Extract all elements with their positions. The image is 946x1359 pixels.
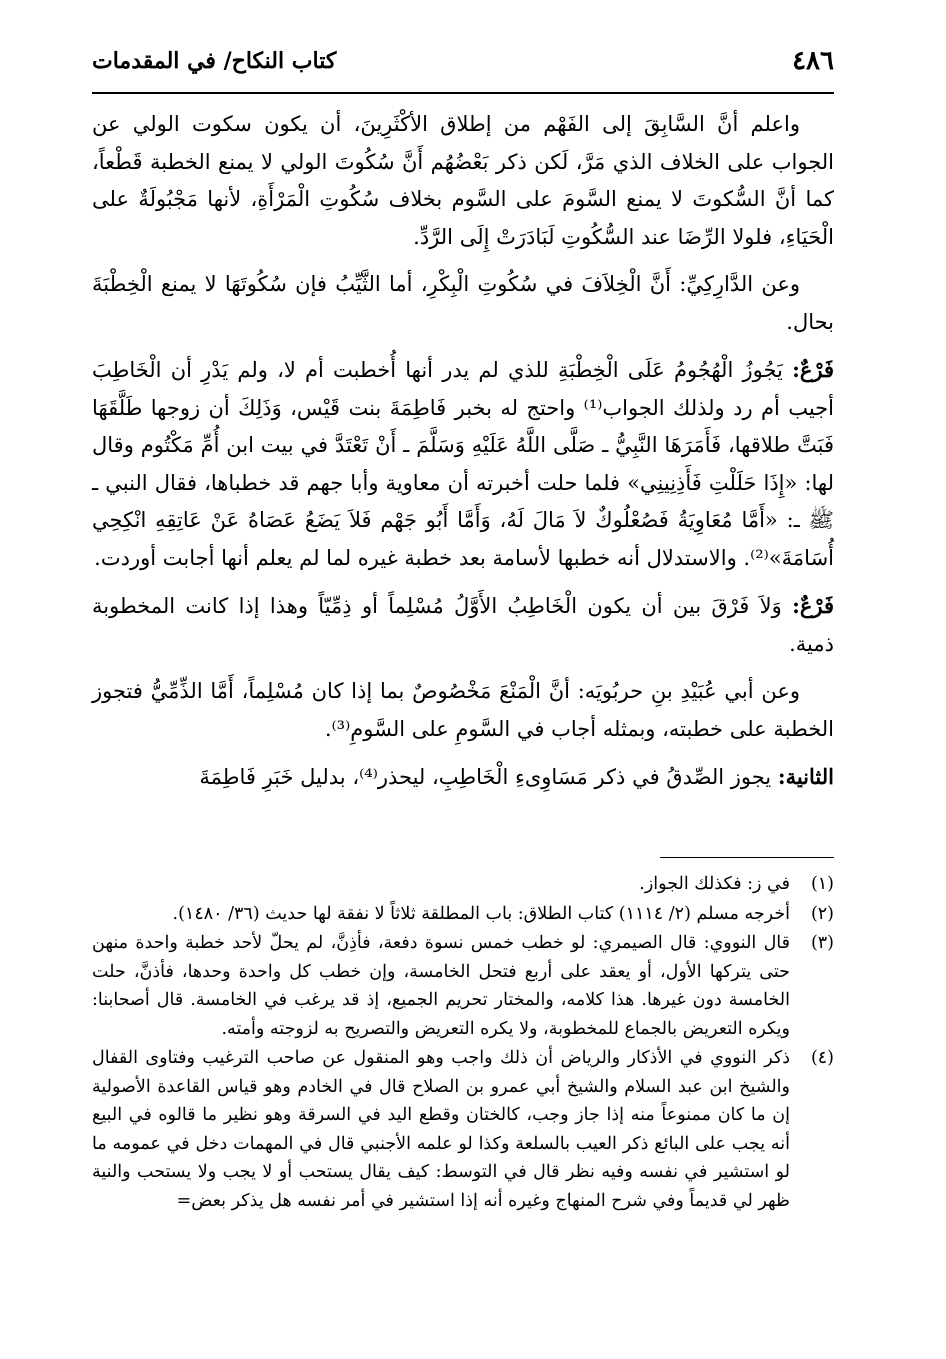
section-text: يجوز الصِّدقُ في ذكر مَسَاوِىءِ الْخَاطِبِ، ليحذر⁽⁴⁾، بدليل خَبَرِ فَاطِمَةَ bbox=[199, 765, 772, 789]
footnote-text: قال النووي: قال الصيمري: لو خطب خمس نسوة دفعة، فأذِنَّ، لم يحلّ لأحد خطبة واحدة منهن حتى يتركها الأول، أو يعقد على أربع فتحل الخامسة، وإن خطب كل واحدة وحدها، فأذنَّ، حلت الخامسة دون غيرها. هذا كلامه، والمختار تحريم الجميع، إذ قد يرغب في الخامسة. قال أصحابنا: ويكره التعريض بالجماع للمخطوبة، ولا يكره التعريض والتصريح به لزوجته وأمته. bbox=[92, 933, 790, 1039]
branch-text: يَجُوزُ الْهُجُومُ عَلَى الْخِطْبَةِ للذي لم يدر أنها أُخطبت أم لا، ولم يَدْرِ أن الْخَاطِبَ أجيب أم رد ولذلك الجواب⁽¹⁾ واحتج له بخبر فَاطِمَةَ بنت قَيْس، وَذَلِكَ أن زوجها طَلَّقَهَا فَبَتَّ طلاقها، فَأَمَرَهَا النَّبِيُّ ـ صَلَّى اللَّهُ عَلَيْهِ وَسَلَّمَ ـ أَنْ تَعْتَدَّ في بيت ابن أُمِّ مَكْتُوم وقال لها: «إِذَا حَلَلْتِ فَأَذِنِينِي» فلما حلت أخبرته أن معاوية وأبا جهم قد خطباها، فقال النبي ـ ﷺ ـ: «أَمَّا مُعَاوِيَةُ فَصُعْلُوكٌ لاَ مَالَ لَهُ، وَأَمَّا أَبُو جَهْم فَلاَ يَضَعُ عَصَاهُ عَنْ عَاتِقِهِ انْكِحِي أُسَامَةَ»⁽²⁾. والاستدلال أنه خطبها لأسامة بعد خطبة غيره لما لم يعلم أنها أجابت أوردت. bbox=[92, 358, 834, 570]
branch-heading: فَرْعٌ: bbox=[792, 593, 834, 618]
running-title: كتاب النكاح/ في المقدمات bbox=[92, 48, 337, 74]
paragraph-abu-ubayd: وعن أبي عُبَيْدِ بنِ حربُويَه: أنَّ الْمَنْعَ مَخْصُوصٌ بما إذا كان مُسْلِماً، أَمَّا الذِّمِّيُّ فتجوز الخطبة على خطبته، وبمثله أجاب في السَّومِ على السَّومِ⁽³⁾. bbox=[92, 679, 834, 741]
branch-text: وَلاَ فَرْقَ بين أن يكون الْخَاطِبُ الأَوَّلُ مُسْلِماً أو ذِمِّيّاً وهذا إذا كانت المخطوبة ذمية. bbox=[92, 594, 834, 656]
paragraph-silence-of-guardian: واعلم أنَّ السَّابِقَ إلى الفَهْم من إطلاق الأكْثَرِينَ، أن يكون سكوت الولي عن الجواب على الخلاف الذي مَرَّ، لَكن ذكر بَعْضُهُم أَنَّ سُكُوتَ الولي لا يمنع الخطبة قَطْعاً، كما أنَّ السُّكوتَ لا يمنع السَّومَ على السَّوم بخلاف سُكُوتِ الْمَرْأَةِ، لأنها مَجْبُولَةٌ على الْحَيَاءِ، فلولا الرِّضَا عند السُّكُوتِ لَبَادَرَتْ إِلَى الرَّدِّ. bbox=[92, 112, 834, 249]
footnotes bbox=[92, 870, 834, 1216]
footnote bbox=[92, 1044, 834, 1215]
page-number: ٤٨٦ bbox=[792, 46, 834, 76]
page-header bbox=[92, 40, 834, 94]
section-heading: الثانية: bbox=[777, 764, 834, 789]
footnote-number: (٤) bbox=[810, 1048, 834, 1068]
footnote bbox=[92, 870, 834, 899]
footnote-text: ذكر النووي في الأذكار والرياض أن ذلك واجب وهو المنقول عن صاحب الترغيب وفتاوى القفال والشيخ ابن عبد السلام والشيخ أبي عمرو بن الصلاح قال في الخادم وهو قياس القاعدة الأصولية إن ما كان ممنوعاً منه إذا جاز وجب، كالختان وقطع اليد في السرقة وهو نظير ما قالوه في البيع أنه يجب على البائع ذكر العيب بالسلعة وكذا لو علمه الأجنبي قال في المهمات دخل في عمومه ما لو استشير في نفسه وفيه نظر قال في التوسط: كيف يقال يستحب أو لا يجب ولا يستحب والنية ظهر لي قديماً وفي شرح المنهاج وغيره أنه إذا استشير في أمر نفسه هل يذكر بعض= bbox=[92, 1048, 790, 1211]
paragraph-second-issue bbox=[92, 758, 834, 797]
main-text bbox=[92, 106, 834, 807]
footnote-separator bbox=[660, 857, 834, 858]
branch-heading: فَرْعٌ: bbox=[792, 357, 834, 382]
footnote-number: (١) bbox=[810, 874, 834, 894]
footnote-text: في ز: فكذلك الجواز. bbox=[639, 874, 790, 894]
paragraph-branch-2 bbox=[92, 587, 834, 663]
footnote-text: أخرجه مسلم (٢/ ١١١٤) كتاب الطلاق: باب المطلقة ثلاثاً لا نفقة لها حديث (٣٦/ ١٤٨٠). bbox=[172, 903, 790, 924]
paragraph-darki: وعن الدَّارِكِيِّ: أَنَّ الْخِلاَفَ في سُكُوتِ الْبِكْرِ، أما الثَّيِّبُ فإن سُكُوتَهَا لا يمنع الْخِطْبَةَ بحال. bbox=[92, 272, 834, 334]
paragraph-branch-1 bbox=[92, 351, 834, 577]
footnote bbox=[92, 900, 834, 929]
footnote-number: (٣) bbox=[810, 933, 834, 953]
footnote-number: (٢) bbox=[810, 903, 834, 924]
footnote bbox=[92, 929, 834, 1043]
